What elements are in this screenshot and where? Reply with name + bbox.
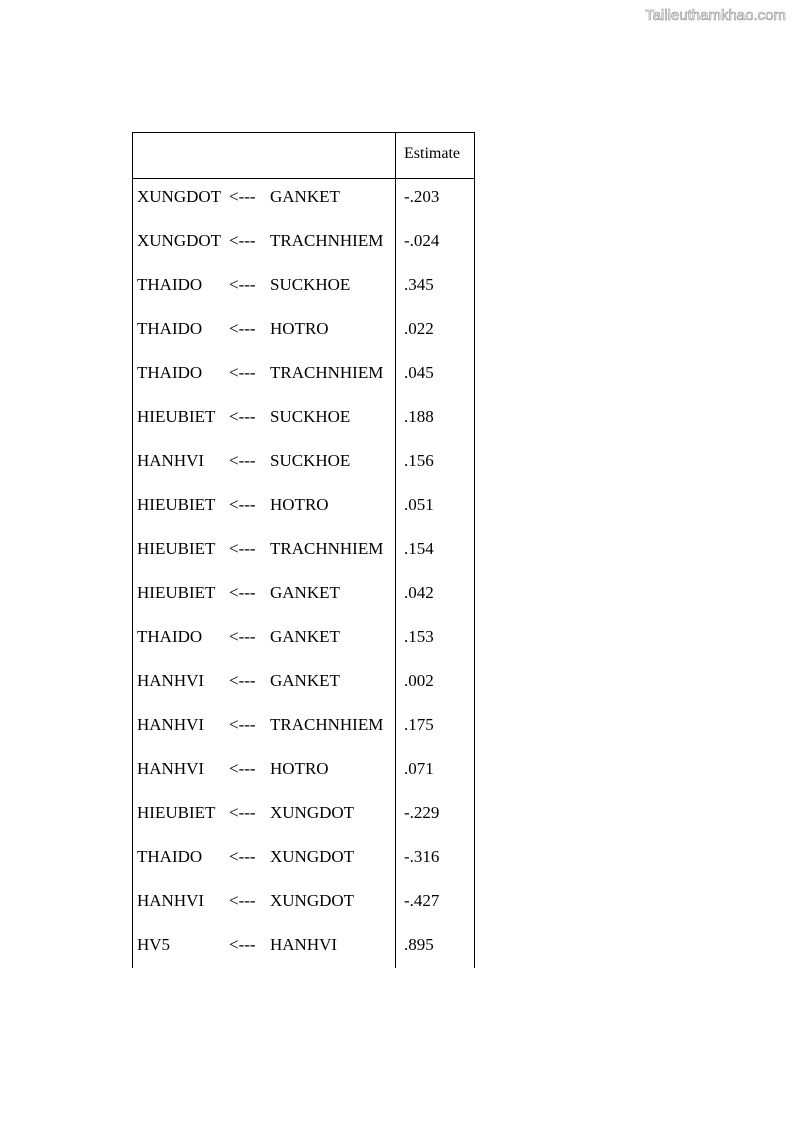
- table-row: [132, 923, 475, 967]
- table-row: [132, 527, 475, 571]
- dependent-variable-cell: HIEUBIET: [137, 583, 216, 602]
- independent-variable-cell: SUCKHOE: [270, 275, 351, 294]
- table-row: [132, 219, 475, 263]
- dependent-variable-cell: HANHVI: [137, 759, 205, 778]
- estimate-value-cell: -.427: [404, 891, 440, 910]
- dependent-variable-cell: HIEUBIET: [137, 407, 216, 426]
- table-row: [132, 615, 475, 659]
- table-row: [132, 175, 475, 219]
- table-row: [132, 879, 475, 923]
- path-arrow-cell: <---: [229, 539, 256, 558]
- path-arrow-cell: <---: [229, 715, 256, 734]
- independent-variable-cell: TRACHNHIEM: [270, 715, 384, 734]
- dependent-variable-cell: THAIDO: [137, 319, 203, 338]
- table-body: [132, 175, 475, 967]
- independent-variable-cell: SUCKHOE: [270, 407, 351, 426]
- independent-variable-cell: TRACHNHIEM: [270, 363, 384, 382]
- estimate-value-cell: -.203: [404, 187, 440, 206]
- path-arrow-cell: <---: [229, 803, 256, 822]
- path-arrow-cell: <---: [229, 759, 256, 778]
- watermark-text: Tailieuthamkhao.com: [645, 7, 786, 24]
- path-arrow-cell: <---: [229, 495, 256, 514]
- path-arrow-cell: <---: [229, 891, 256, 910]
- path-arrow-cell: <---: [229, 407, 256, 426]
- estimate-value-cell: .045: [404, 363, 434, 382]
- table-row: [132, 791, 475, 835]
- dependent-variable-cell: THAIDO: [137, 275, 203, 294]
- independent-variable-cell: XUNGDOT: [270, 803, 355, 822]
- path-arrow-cell: <---: [229, 847, 256, 866]
- estimate-value-cell: .022: [404, 319, 434, 338]
- estimate-value-cell: -.024: [404, 231, 440, 250]
- independent-variable-cell: GANKET: [270, 583, 340, 602]
- path-arrow-cell: <---: [229, 671, 256, 690]
- table-row: [132, 439, 475, 483]
- table-row: [132, 483, 475, 527]
- dependent-variable-cell: THAIDO: [137, 363, 203, 382]
- path-arrow-cell: <---: [229, 319, 256, 338]
- independent-variable-cell: HANHVI: [270, 935, 338, 954]
- estimate-column-header: Estimate: [404, 145, 460, 162]
- estimate-value-cell: .154: [404, 539, 434, 558]
- estimate-value-cell: .071: [404, 759, 434, 778]
- dependent-variable-cell: HANHVI: [137, 671, 205, 690]
- dependent-variable-cell: THAIDO: [137, 847, 203, 866]
- estimate-value-cell: .188: [404, 407, 434, 426]
- path-arrow-cell: <---: [229, 583, 256, 602]
- independent-variable-cell: GANKET: [270, 671, 340, 690]
- independent-variable-cell: SUCKHOE: [270, 451, 351, 470]
- table-row: [132, 571, 475, 615]
- independent-variable-cell: HOTRO: [270, 319, 329, 338]
- table-row: [132, 747, 475, 791]
- dependent-variable-cell: HANHVI: [137, 715, 205, 734]
- table-row: [132, 659, 475, 703]
- independent-variable-cell: XUNGDOT: [270, 891, 355, 910]
- estimate-value-cell: .002: [404, 671, 434, 690]
- dependent-variable-cell: HIEUBIET: [137, 495, 216, 514]
- estimate-value-cell: .153: [404, 627, 434, 646]
- path-arrow-cell: <---: [229, 451, 256, 470]
- estimate-value-cell: -.229: [404, 803, 440, 822]
- independent-variable-cell: HOTRO: [270, 495, 329, 514]
- estimate-value-cell: .051: [404, 495, 434, 514]
- dependent-variable-cell: HV5: [137, 935, 171, 954]
- table-row: [132, 307, 475, 351]
- dependent-variable-cell: HANHVI: [137, 451, 205, 470]
- path-arrow-cell: <---: [229, 935, 256, 954]
- independent-variable-cell: XUNGDOT: [270, 847, 355, 866]
- table-row: [132, 263, 475, 307]
- regression-weights-table: [132, 132, 475, 968]
- dependent-variable-cell: XUNGDOT: [137, 231, 222, 250]
- dependent-variable-cell: XUNGDOT: [137, 187, 222, 206]
- independent-variable-cell: HOTRO: [270, 759, 329, 778]
- path-arrow-cell: <---: [229, 275, 256, 294]
- estimate-value-cell: .345: [404, 275, 434, 294]
- table-row: [132, 835, 475, 879]
- independent-variable-cell: TRACHNHIEM: [270, 539, 384, 558]
- dependent-variable-cell: HIEUBIET: [137, 539, 216, 558]
- dependent-variable-cell: THAIDO: [137, 627, 203, 646]
- path-arrow-cell: <---: [229, 363, 256, 382]
- dependent-variable-cell: HIEUBIET: [137, 803, 216, 822]
- path-arrow-cell: <---: [229, 627, 256, 646]
- table-row: [132, 703, 475, 747]
- independent-variable-cell: GANKET: [270, 187, 340, 206]
- dependent-variable-cell: HANHVI: [137, 891, 205, 910]
- independent-variable-cell: TRACHNHIEM: [270, 231, 384, 250]
- table-row: [132, 395, 475, 439]
- estimate-value-cell: .175: [404, 715, 434, 734]
- table-row: [132, 351, 475, 395]
- independent-variable-cell: GANKET: [270, 627, 340, 646]
- estimate-value-cell: .895: [404, 935, 434, 954]
- path-arrow-cell: <---: [229, 231, 256, 250]
- estimate-value-cell: .042: [404, 583, 434, 602]
- path-arrow-cell: <---: [229, 187, 256, 206]
- estimate-value-cell: .156: [404, 451, 434, 470]
- estimate-value-cell: -.316: [404, 847, 440, 866]
